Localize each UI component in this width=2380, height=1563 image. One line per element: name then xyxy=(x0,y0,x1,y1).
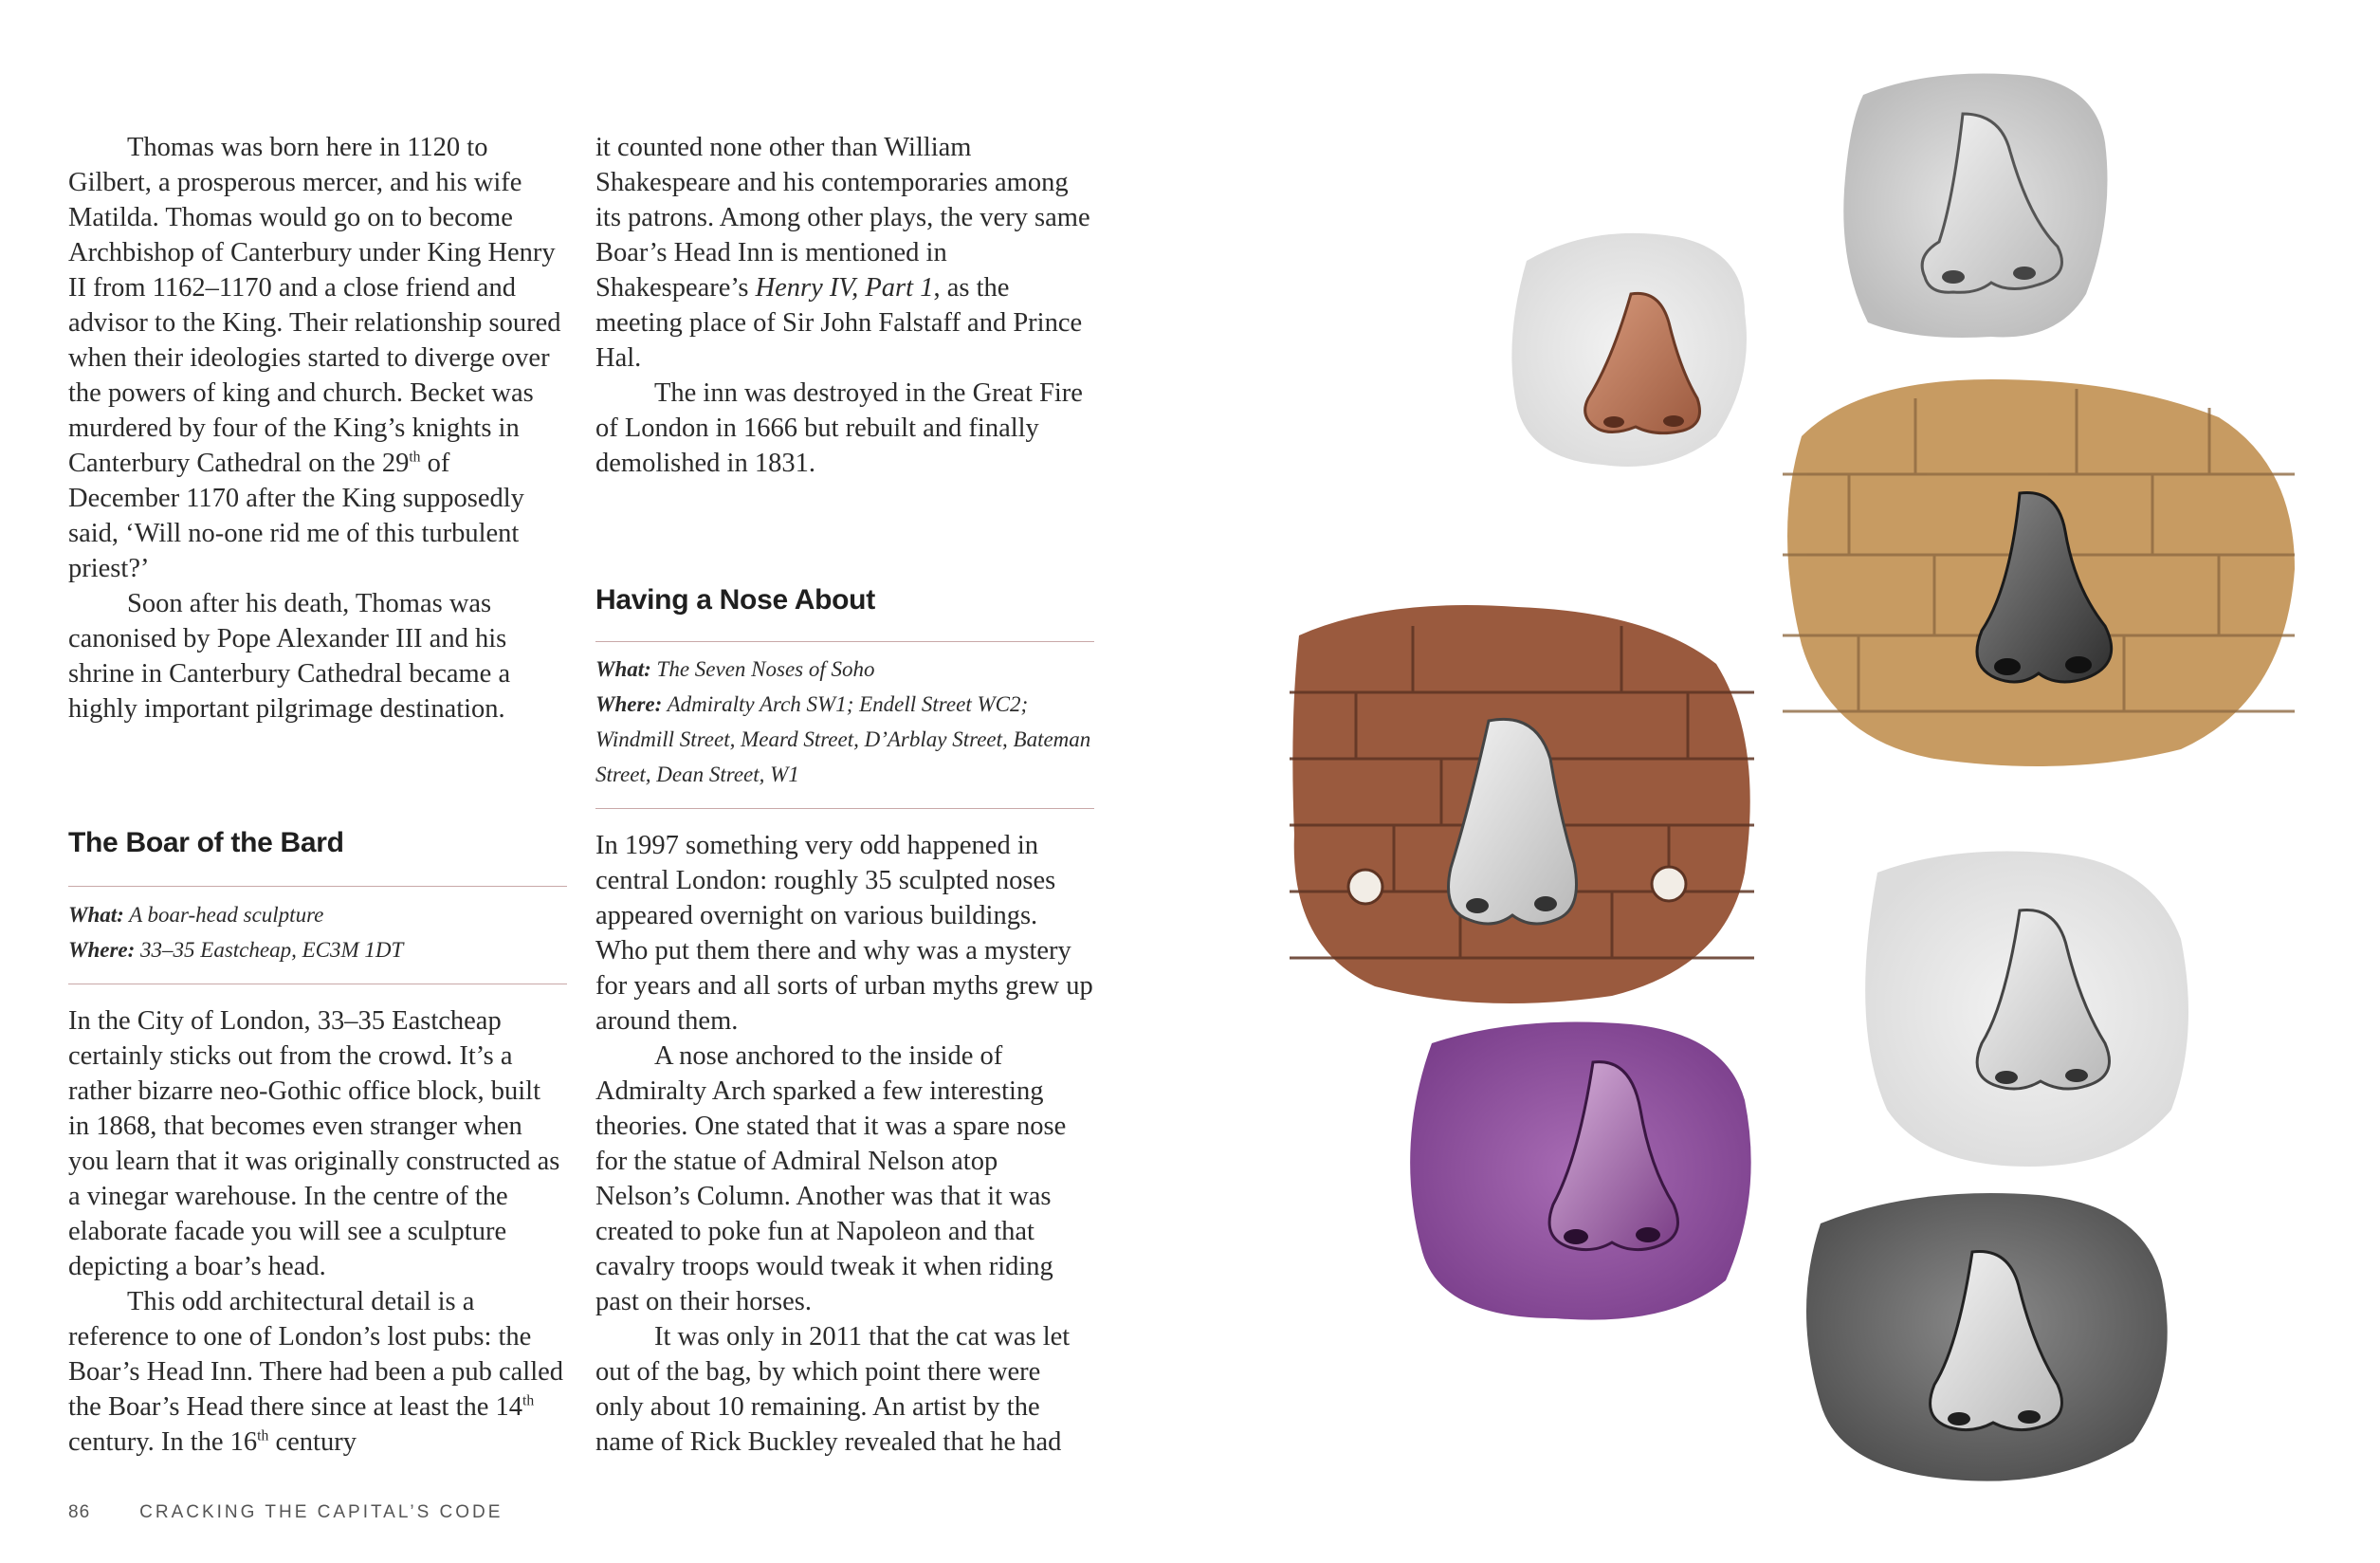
paragraph-thomas: Thomas was born here in 1120 to Gilbert, a prosperous mercer, and his wife Matilda. Thomas would go on to become Archbishop of Canterbury under King Henry II from 1162–1170 and a close friend and advisor to the King. Their relationship soured when their ideologies started to diverge over the powers of king and church. Becket was murdered by four of the King’s knights in Canterbury Cathedral on the 29th of December 1170 after the King supposedly said, ‘Will no-one rid me of this turbulent priest?’ xyxy=(68,133,561,583)
section-rule-top xyxy=(68,886,567,887)
page-footer xyxy=(68,1502,503,1523)
paragraph-eastcheap: In the City of London, 33–35 Eastcheap certainly sticks out from the crowd. It’s a rather bizarre neo-Gothic office block, built in 1868, that becomes even stranger when you learn that it was originally constructed as a vinegar warehouse. In the centre of the elaborate facade you will see a sculpture depicting a boar’s head. xyxy=(68,1006,560,1281)
nose-grey-top xyxy=(1843,74,2107,339)
nose-purple xyxy=(1410,1022,1751,1320)
page-number: 86 xyxy=(68,1502,91,1522)
paragraph-canonised: Soon after his death, Thomas was canonised by Pope Alexander III and his shrine in Canterbury Cathedral became a highly important pilgrimage destination. xyxy=(68,589,511,724)
paragraph-shakespeare: it counted none other than William Shakespeare and his contemporaries among its patrons. Among other plays, the very same Boar’s Head Inn is mentioned in Shakespeare’s Henry IV, Part 1, as the meeting place of Sir John Falstaff and Prince Hal. xyxy=(595,133,1090,373)
paragraph-1997: In 1997 something very odd happened in central London: roughly 35 sculpted noses appeared overnight on various buildings. Who put them there and why was a mystery for years and all sorts of urban myths grew up around them. xyxy=(595,831,1093,1036)
nose-terracotta xyxy=(1511,233,1747,467)
nose-text xyxy=(595,828,1094,1460)
nose-white-grey xyxy=(1865,852,2188,1168)
what-line: What: The Seven Noses of Soho xyxy=(595,657,875,681)
where-line: Where: Admiralty Arch SW1; Endell Street WC2; Windmill Street, Meard Street, D’Arblay Street, Bateman Street, Dean Street, W1 xyxy=(595,692,1091,786)
section-title-boar: The Boar of the Bard xyxy=(68,827,344,858)
what-line: What: A boar-head sculpture xyxy=(68,903,324,927)
nose-meta xyxy=(595,652,1094,792)
nose-black-brick xyxy=(1783,379,2295,766)
seven-noses-illustration xyxy=(1271,57,2333,1499)
where-line: Where: 33–35 Eastcheap, EC3M 1DT xyxy=(68,938,404,962)
boar-meta xyxy=(68,897,567,967)
boar-text xyxy=(68,1003,567,1460)
nose-white-dark xyxy=(1806,1193,2168,1481)
running-title: CRACKING THE CAPITAL’S CODE xyxy=(139,1502,503,1522)
section-rule-bottom xyxy=(595,808,1094,809)
section-rule-top xyxy=(595,641,1094,642)
paragraph-inn-destroyed: The inn was destroyed in the Great Fire of London in 1666 but rebuilt and finally demolished in 1831. xyxy=(595,378,1083,478)
paragraph-boars-head: This odd architectural detail is a reference to one of London’s lost pubs: the Boar’s Head Inn. There had been a pub called the Boar’s Head there since at least the 14th century. In the 16th century xyxy=(68,1287,564,1457)
section-title-nose: Having a Nose About xyxy=(595,584,875,616)
paragraph-rick-buckley: It was only in 2011 that the cat was let out of the bag, by which point there were only about 10 remaining. An artist by the name of Rick Buckley revealed that he had xyxy=(595,1322,1071,1457)
paragraph-admiralty: A nose anchored to the inside of Admiralty Arch sparked a few interesting theories. One stated that it was a spare nose for the statue of Admiral Nelson atop Nelson’s Column. Another was that it was created to poke fun at Napoleon and that cavalry troops would tweak it when riding past on their horses. xyxy=(595,1041,1067,1316)
nose-white-redbrick xyxy=(1290,605,1754,1003)
shakespeare-text xyxy=(595,130,1094,481)
thomas-becket-text xyxy=(68,130,567,726)
